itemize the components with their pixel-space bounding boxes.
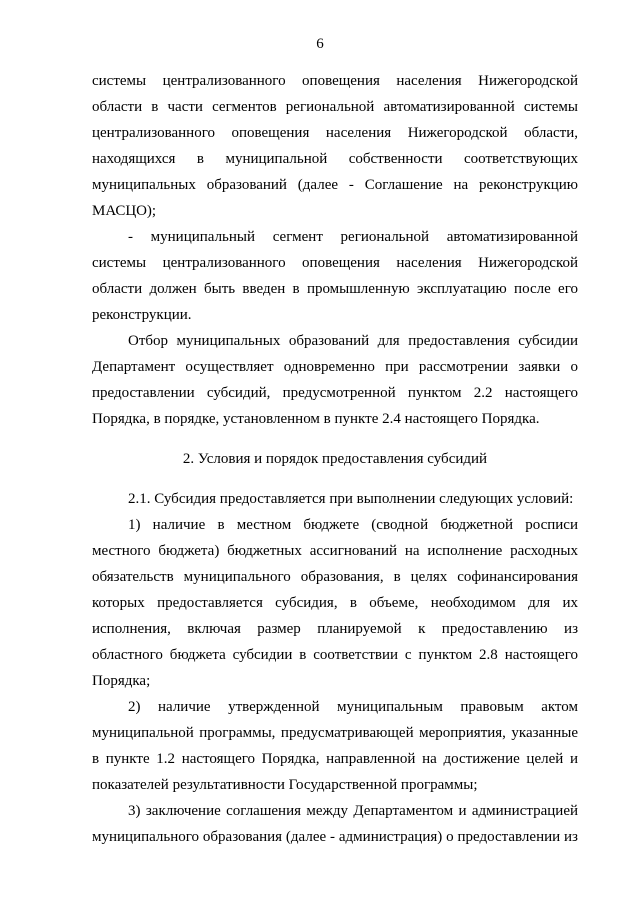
- text-line: Порядка, в порядке, установленном в пункте 2.4 настоящего Порядка.: [92, 411, 540, 427]
- section-gap: [92, 472, 578, 486]
- text-line: показателей результативности Государственной программы;: [92, 777, 478, 793]
- text-line: 2.1. Субсидия предоставляется при выполнении следующих условий:: [128, 491, 574, 507]
- text-line: реконструкции.: [92, 307, 192, 323]
- text-line: системы централизованного оповещения населения Нижегородской: [92, 255, 578, 271]
- text-line: в пункте 1.2 настоящего Порядка, направленной на достижение целей и: [92, 751, 578, 767]
- page-number: 6: [316, 36, 324, 52]
- text-line: области должен быть введен в промышленную эксплуатацию после его: [92, 281, 578, 297]
- text-line: - муниципальный сегмент региональной автоматизированной: [128, 229, 578, 245]
- text-line: Порядка;: [92, 673, 151, 689]
- text-line: системы централизованного оповещения населения Нижегородской: [92, 73, 578, 89]
- text-line: МАСЦО);: [92, 203, 157, 219]
- document-body: [92, 68, 578, 850]
- text-line: предоставлении субсидий, предусмотренной пунктом 2.2 настоящего: [92, 385, 578, 401]
- text-line: которых предоставляется субсидия, в объеме, необходимом для их: [92, 595, 578, 611]
- text-line: 1) наличие в местном бюджете (сводной бюджетной росписи: [128, 517, 578, 533]
- text-line: централизованного оповещения населения Нижегородской области,: [92, 125, 578, 141]
- text-line: местного бюджета) бюджетных ассигнований на исполнение расходных: [92, 543, 578, 559]
- text-line: муниципального образования (далее - администрация) о предоставлении из: [92, 829, 578, 845]
- text-line: муниципальной программы, предусматривающей мероприятия, указанные: [92, 725, 578, 741]
- section-gap: [92, 432, 578, 446]
- text-line: находящихся в муниципальной собственности соответствующих: [92, 151, 578, 167]
- text-line: Департамент осуществляет одновременно при рассмотрении заявки о: [92, 359, 578, 375]
- text-line: исполнения, включая размер планируемой к предоставлению из: [92, 621, 578, 637]
- section-heading: 2. Условия и порядок предоставления субсидий: [182, 451, 488, 467]
- text-line: областного бюджета субсидии в соответствии с пунктом 2.8 настоящего: [92, 647, 578, 663]
- text-line: 3) заключение соглашения между Департаментом и администрацией: [128, 803, 578, 819]
- text-line: Отбор муниципальных образований для предоставления субсидии: [128, 333, 578, 349]
- text-line: муниципальных образований (далее - Соглашение на реконструкцию: [92, 177, 578, 193]
- text-line: обязательств муниципального образования, в целях софинансирования: [92, 569, 578, 585]
- text-line: области в части сегментов региональной автоматизированной системы: [92, 99, 578, 115]
- text-line: 2) наличие утвержденной муниципальным правовым актом: [128, 699, 578, 715]
